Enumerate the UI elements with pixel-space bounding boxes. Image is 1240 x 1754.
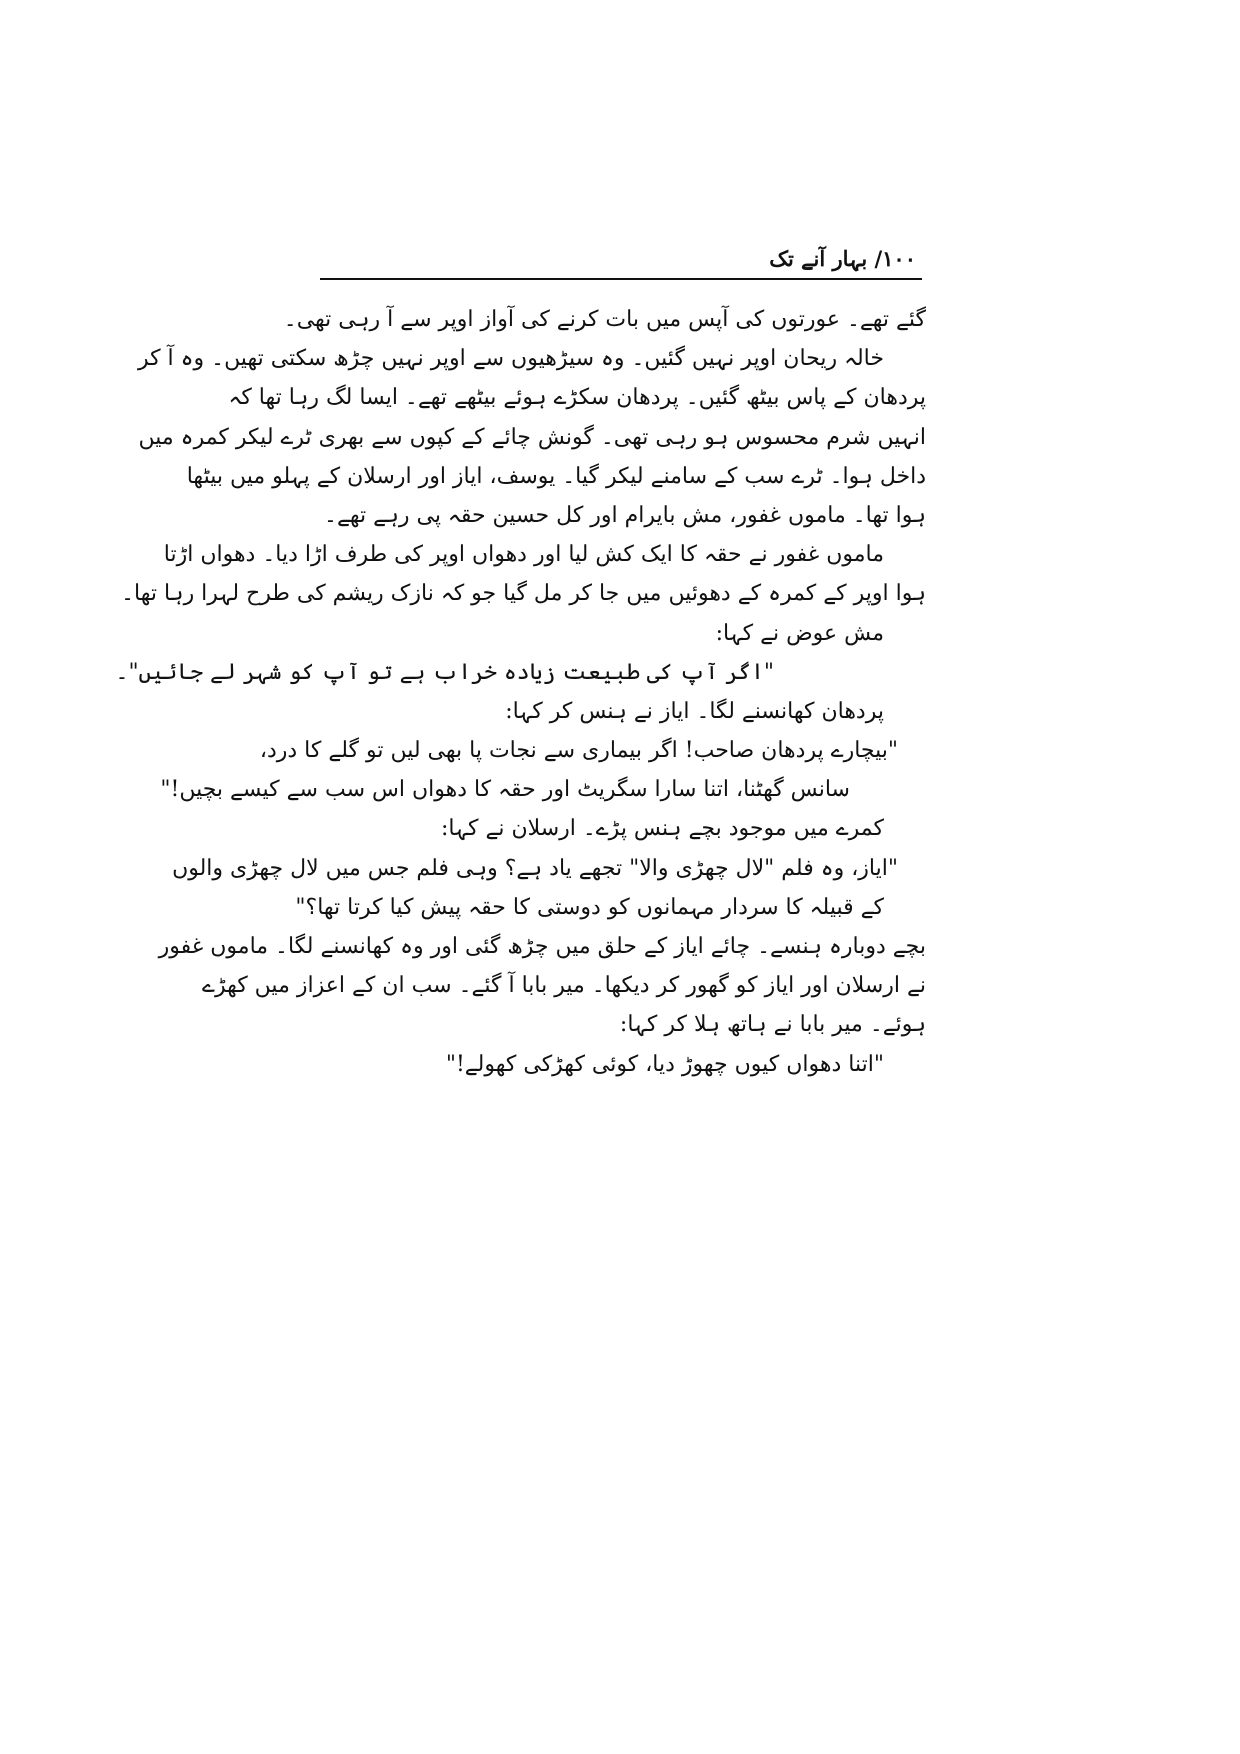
quote-line: "بیچارے پردھان صاحب! اگر بیماری سے نجات پا بھی لیں تو گلے کا درد، (259, 738, 898, 764)
text-line: نے ارسلان اور ایاز کو گھور کر دیکھا۔ میر بابا آ گئے۔ سب ان کے اعزاز میں کھڑے (202, 973, 926, 999)
text-line: ماموں غفور نے حقہ کا ایک کش لیا اور دھواں اوپر کی طرف اڑا دیا۔ دھواں اڑتا (163, 542, 884, 568)
text-line: مش عوض نے کہا: (715, 620, 884, 646)
text-line: ہوئے۔ میر بابا نے ہاتھ ہلا کر کہا: (619, 1012, 926, 1038)
quote-line: "اتنا دھواں کیوں چھوڑ دیا، کوئی کھڑکی کھولے!" (445, 1051, 884, 1077)
quote-line: سانس گھٹنا، اتنا سارا سگریٹ اور حقہ کا دھواں اس سب سے کیسے بچیں!" (160, 777, 850, 803)
text-line: داخل ہوا۔ ٹرے سب کے سامنے لیکر گیا۔ یوسف، ایاز اور ارسلان کے پہلو میں بیٹھا (186, 463, 926, 489)
text-line: ہوا تھا۔ ماموں غفور، مش بایرام اور کل حسین حقہ پی رہے تھے۔ (324, 502, 926, 528)
text-line: بچے دوبارہ ہنسے۔ چائے ایاز کے حلق میں چڑھ گئی اور وہ کھانسنے لگا۔ ماموں غفور (158, 934, 926, 959)
text-line: کمرے میں موجود بچے ہنس پڑے۔ ارسلان نے کہا: (440, 816, 884, 842)
text-line: گئے تھے۔ عورتوں کی آپس میں بات کرنے کی آواز اوپر سے آ رہی تھی۔ (283, 307, 926, 332)
text-line: ہوا اوپر کے کمرہ کے دھوئیں میں جا کر مل گیا جو کہ نازک ریشم کی طرح لہرا رہا تھا۔ (121, 581, 926, 607)
header-rule (320, 278, 922, 280)
running-header: ۱۰۰/ بہار آنے تک (769, 246, 916, 271)
text-line: پردھان کے پاس بیٹھ گئیں۔ پردھان سکڑے ہوئے بیٹھے تھے۔ ایسا لگ رہا تھا کہ (228, 385, 926, 411)
text-line: خالہ ریحان اوپر نہیں گئیں۔ وہ سیڑھیوں سے اوپر نہیں چڑھ سکتی تھیں۔ وہ آ کر (137, 346, 884, 372)
text-line: انہیں شرم محسوس ہو رہی تھی۔ گونش چائے کے کپوں سے بھری ٹرے لیکر کمرہ میں (138, 424, 926, 450)
quote-line: "ایاز، وہ فلم "لال چھڑی والا" تجھے یاد ہے؟ وہی فلم جس میں لال چھڑی والوں (172, 855, 898, 881)
text-line: پردھان کھانسنے لگا۔ ایاز نے ہنس کر کہا: (505, 698, 884, 724)
quote-line: "اگر آپ کی طبیعت زیادہ خراب ہے تو آپ کو شہر لے جائیں"۔ (115, 659, 774, 685)
body-text (115, 300, 926, 1084)
quote-line: کے قبیلہ کا سردار مہمانوں کو دوستی کا حقہ پیش کیا کرتا تھا؟" (295, 894, 884, 920)
